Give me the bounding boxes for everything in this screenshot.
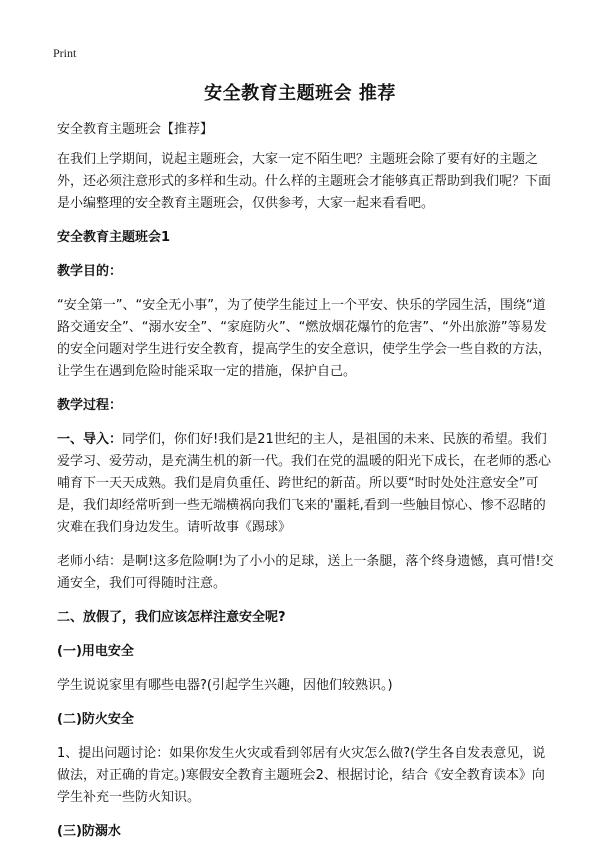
article-subtitle: 安全教育主题班会【推荐】 (57, 122, 214, 137)
sub2-paragraph: 1、提出问题讨论：如果你发生火灾或看到邻居有火灾怎么做?(学生各自发表意见，说做法，对正确的肯定。)寒假安全教育主题班会2、根据讨论，结合《安全教育读本》向学生补充一些防火知识。 (57, 746, 546, 805)
print-label[interactable]: Print (53, 46, 77, 60)
step1-text: 同学们，你们好!我们是21世纪的主人，是祖国的未来、民族的希望。我们爱学习、爱劳动，是充满生机的新一代。我们在党的温暖的阳光下成长，在老师的悉心哺育下一天天成熟。我们是肩负重任、跨世纪的新苗。所以要“时时处处注意安全”可是，我们却经常听到一些无端横祸向我们飞来的'噩耗,看到一些触目惊心、惨不忍睹的灾难在我们身边发生。请听故事《踢球》 (57, 432, 552, 535)
step1-paragraph (57, 429, 557, 539)
step2-heading: 二、放假了，我们应该怎样注意安全呢? (57, 610, 286, 625)
sub2-heading: (二)防火安全 (57, 712, 134, 727)
article-body (57, 119, 557, 843)
intro-paragraph: 在我们上学期间，说起主题班会，大家一定不陌生吧？主题班会除了要有好的主题之外，还必须注意形式的多样和生动。什么样的主题班会才能够真正帮助到我们呢？下面是小编整理的安全教育主题班会，仅供参考，大家一起来看看吧。 (57, 152, 552, 211)
process-heading: 教学过程： (57, 398, 123, 413)
goal-paragraph: “安全第一”、“安全无小事”，为了使学生能过上一个平安、快乐的学园生活，围绕“道路交通安全”、“溺水安全”、“家庭防火”、“燃放烟花爆竹的危害”、“外出旅游”等易发的安全问题对学生进行安全教育，提高学生的安全意识，使学生学会一些自救的方法，让学生在遇到危险时能采取一定的措施，保护自己。 (57, 298, 552, 379)
goal-heading: 教学目的： (57, 264, 123, 279)
step1-label: 一、导入： (57, 432, 123, 447)
section1-heading: 安全教育主题班会1 (57, 230, 171, 245)
teacher-summary-paragraph: 老师小结：是啊!这多危险啊!为了小小的足球，送上一条腿，落个终身遗憾，真可惜!交通安全，我们可得随时注意。 (57, 554, 554, 591)
sub3-heading: (三)防溺水 (57, 824, 121, 839)
sub1-heading: (一)用电安全 (57, 644, 134, 659)
page-title: 安全教育主题班会 推荐 (204, 83, 396, 104)
sub1-paragraph: 学生说说家里有哪些电器?(引起学生兴趣，因他们较熟识。) (57, 678, 393, 693)
